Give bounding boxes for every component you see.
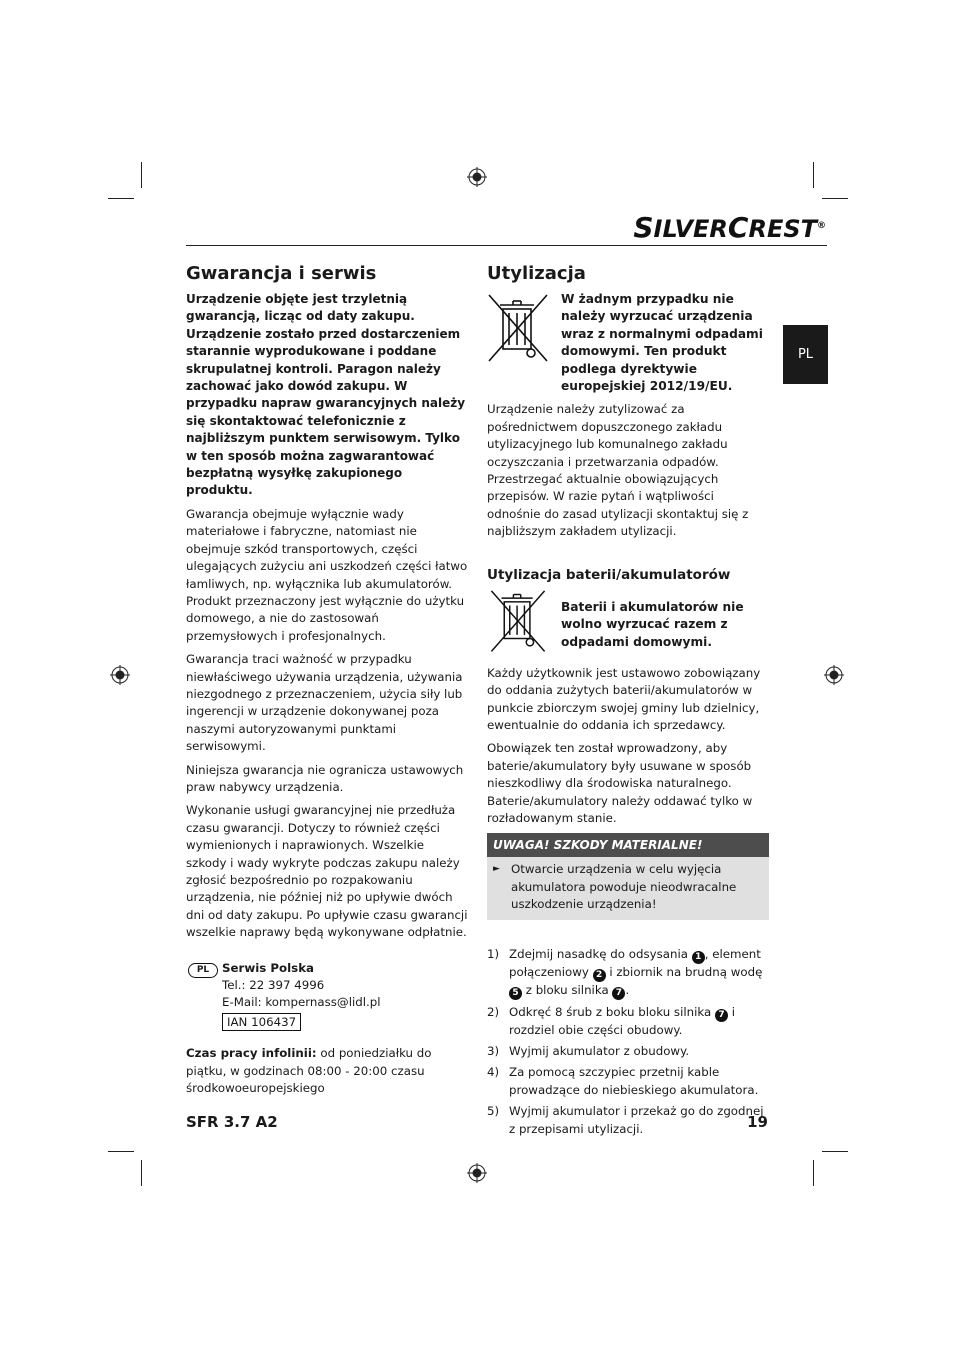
- right-column: [487, 262, 769, 1142]
- crop-mark: [822, 1151, 848, 1152]
- crop-mark: [141, 162, 142, 188]
- warning-title: UWAGA! SZKODY MATERIALNE!: [487, 833, 769, 857]
- warranty-paragraph: Gwarancja obejmuje wyłącznie wady materiałowe i fabryczne, natomiast nie obejmuje szkód transportowych, części ulegających zużyciu ani uszkodzeń części łatwo łamliwych, np. wyłącznika lub akumulatorów. Produkt przeznaczony jest wyłącznie do użytku domowego, a nie do zastosowań przemysłowych i profesjonalnych.: [186, 506, 468, 643]
- registration-mark-icon: [110, 665, 130, 685]
- crop-mark: [108, 1151, 134, 1152]
- removal-steps: [487, 946, 769, 1138]
- part-number-icon: 5: [509, 987, 522, 1000]
- disposal-paragraph: Urządzenie należy zutylizować za pośrednictwem dopuszczonego zakładu utylizacyjnego lub komunalnego zakładu oczyszczania i przetwarzania odpadów. Przestrzegać aktualnie obowiązujących przepisów. W razie pytań i wątpliwości odnośnie do zasad utylizacji skontaktuj się z najbliższym zakładem utylizacji.: [487, 402, 749, 539]
- part-number-icon: 1: [692, 951, 705, 964]
- crop-mark: [822, 198, 848, 199]
- crop-mark: [813, 162, 814, 188]
- ian-number: IAN 106437: [222, 1013, 301, 1031]
- battery-paragraph: Obowiązek ten został wprowadzony, aby baterie/akumulatory były usuwane w sposób nieszkodliwy dla środowiska naturalnego. Baterie/akumulatory należy oddawać tylko w rozładowanym stanie.: [487, 741, 753, 825]
- service-name: Serwis Polska: [222, 960, 315, 975]
- warning-text: Otwarcie urządzenia w celu wyjęcia akumulatora powoduje nieodwracalne uszkodzenie urządzenia!: [511, 862, 737, 912]
- service-contact: [186, 960, 468, 1032]
- registration-mark-icon: [824, 665, 844, 685]
- warranty-paragraph: Wykonanie usługi gwarancyjnej nie przedłuża czasu gwarancji. Dotyczy to również części wymienionych i naprawionych. Wszelkie szkody i wady wykryte podczas zakupu należy zgłosić bezpośrednio po rozpakowaniu urządzenia, nie później niż po upływie dwóch dni od daty zakupu. Po upływie czasu gwarancji wszelkie naprawy będą wykonywane odpłatnie.: [186, 803, 468, 940]
- list-item: 4) Za pomocą szczypiec przetnij kable prowadzące do niebieskiego akumulatora.: [487, 1065, 759, 1097]
- list-item: 3) Wyjmij akumulator z obudowy.: [487, 1043, 690, 1058]
- left-column: [186, 262, 468, 1103]
- battery-paragraph: Każdy użytkownik jest ustawowo zobowiązany do oddania zużytych baterii/akumulatorów w punkcie zbiorczym swojej gminy lub dzielnicy, ewentualnie do oddania ich sprzedawcy.: [487, 665, 761, 732]
- page-number: 19: [747, 1113, 768, 1131]
- warning-box: [487, 833, 769, 919]
- list-item: 5) Wyjmij akumulator i przekaż go do zgodnej z przepisami utylizacji.: [487, 1104, 764, 1136]
- language-tab: PL: [783, 325, 828, 384]
- part-number-icon: 7: [715, 1009, 728, 1022]
- battery-warning-text: Baterii i akumulatorów nie wolno wyrzucać razem z odpadami domowymi.: [561, 599, 744, 649]
- crop-mark: [108, 198, 134, 199]
- weee-warning-text: W żadnym przypadku nie należy wyrzucać urządzenia wraz z normalnymi odpadami domowymi. Ten produkt podlega dyrektywie europejskiej 2012/19/EU.: [561, 292, 763, 394]
- battery-notice: [487, 589, 769, 655]
- hotline-hours: Czas pracy infolinii: od poniedziałku do piątku, w godzinach 08:00 - 20:00 czasu środkowoeuropejskiego: [186, 1046, 432, 1096]
- country-badge: PL: [188, 963, 218, 978]
- brand-logo: SILVERCREST®: [633, 211, 826, 244]
- model-number: SFR 3.7 A2: [186, 1113, 278, 1131]
- header-rule: [186, 245, 827, 246]
- warranty-intro: Urządzenie objęte jest trzyletnią gwarancją, licząc od daty zakupu. Urządzenie zostało przed dostarczeniem starannie wyprodukowane i poddane skrupulatnej kontroli. Paragon należy zachować jako dowód zakupu. W przypadku napraw gwarancyjnych należy się skontaktować telefonicznie z najbliższym punktem serwisowym. Tylko w ten sposób można zagwarantować bezpłatną wysyłkę zakupionego produktu.: [186, 292, 466, 498]
- warranty-paragraph: Gwarancja traci ważność w przypadku niewłaściwego używania urządzenia, używania niezgodnego z przeznaczeniem, użycia siły lub ingerencji w urządzenie dokonywanej poza naszymi autoryzowanymi punktami serwisowymi.: [186, 652, 463, 754]
- list-item: 2) Odkręć 8 śrub z boku bloku silnika 7 i rozdziel obie części obudowy.: [487, 1004, 736, 1037]
- crossed-bin-icon: [487, 291, 549, 363]
- weee-notice: [487, 291, 769, 395]
- section-title-disposal: Utylizacja: [487, 263, 586, 284]
- subsection-title-batteries: Utylizacja baterii/akumulatorów: [487, 566, 731, 583]
- warranty-paragraph: Niniejsza gwarancja nie ogranicza ustawowych praw nabywcy urządzenia.: [186, 762, 464, 794]
- crossed-bin-icon: [487, 589, 549, 655]
- arrow-bullet-icon: ►: [493, 864, 500, 875]
- registration-mark-icon: [467, 1163, 487, 1183]
- service-phone: Tel.: 22 397 4996: [222, 978, 325, 993]
- crop-mark: [141, 1160, 142, 1186]
- service-email: E-Mail: kompernass@lidl.pl: [222, 995, 381, 1010]
- list-item: 1) Zdejmij nasadkę do odsysania 1 , element połączeniowy 2 i zbiornik na brudną wodę 5 z bloku silnika 7 .: [487, 946, 763, 998]
- part-number-icon: 7: [612, 987, 625, 1000]
- registration-mark-icon: [467, 167, 487, 187]
- part-number-icon: 2: [593, 969, 606, 982]
- section-title-warranty: Gwarancja i serwis: [186, 263, 377, 284]
- crop-mark: [813, 1160, 814, 1186]
